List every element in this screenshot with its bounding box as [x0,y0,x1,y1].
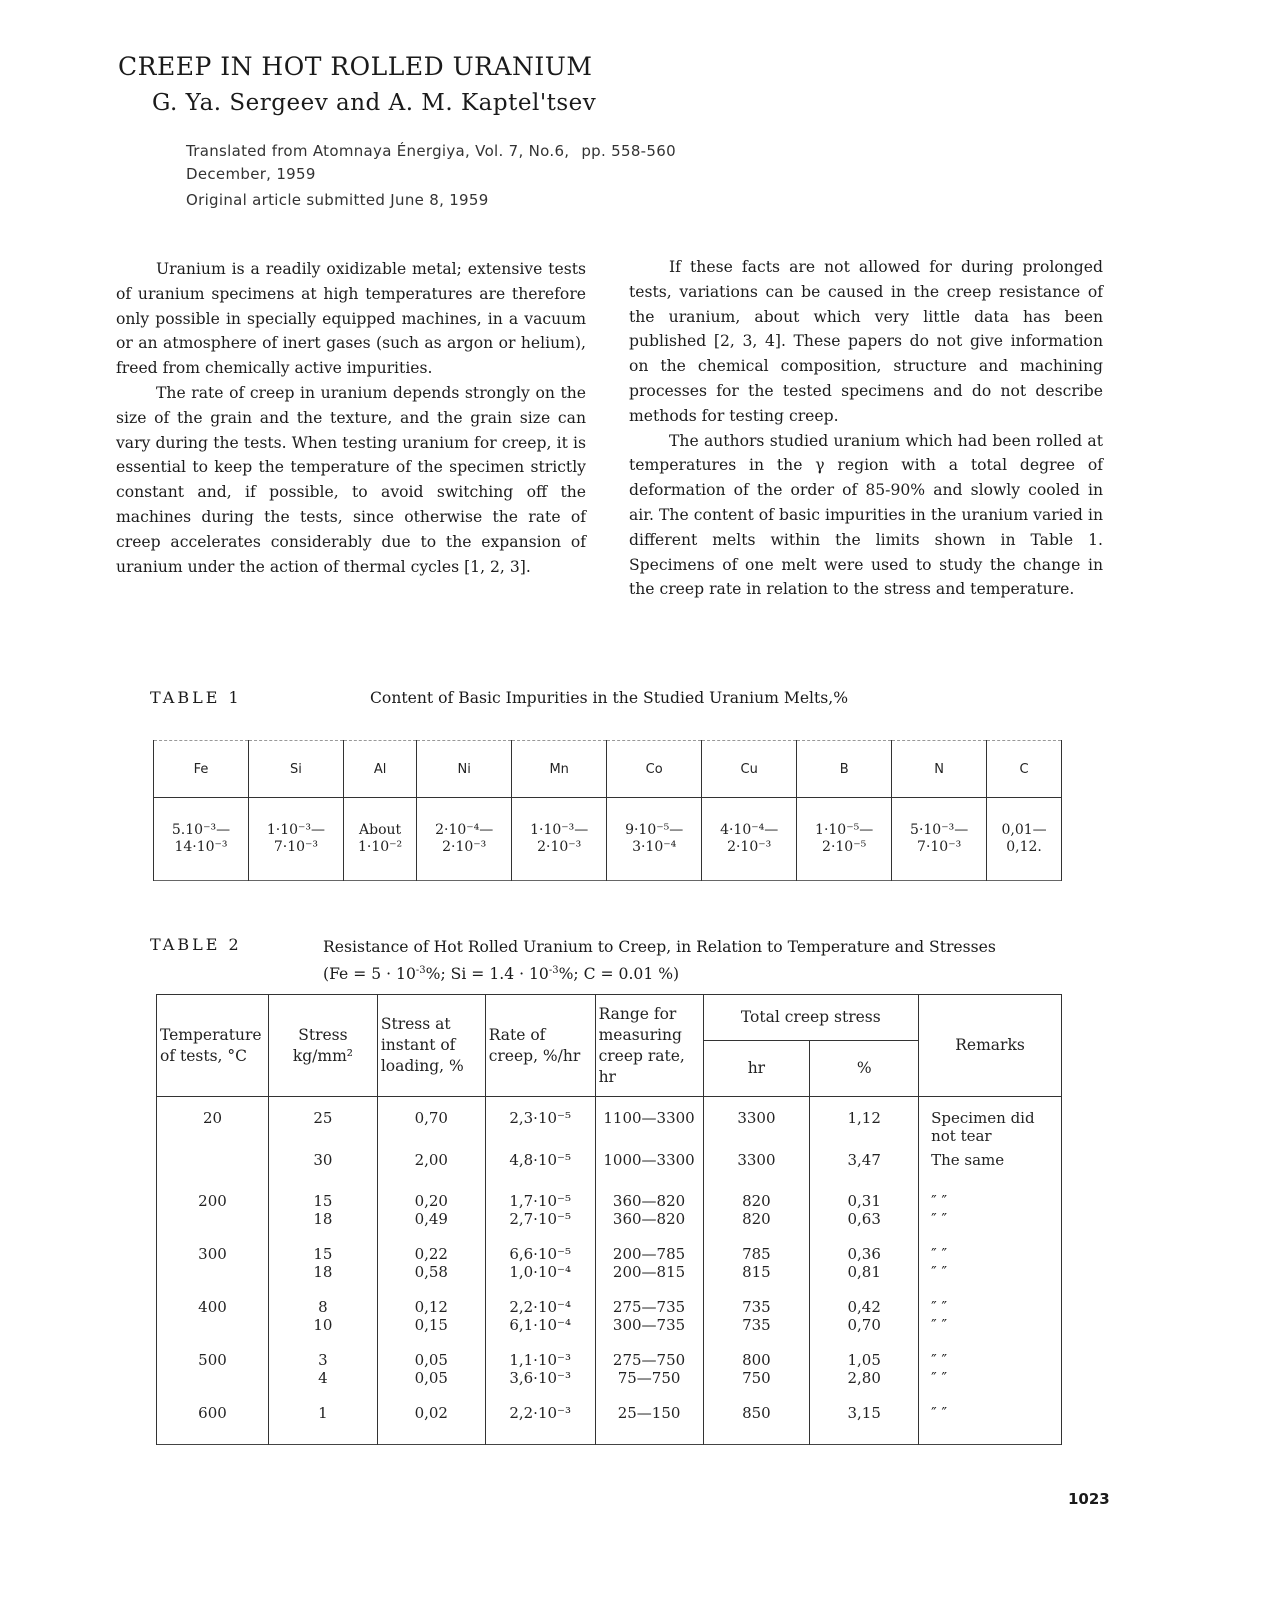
cell-creep-rate [485,1145,595,1175]
table1-header-cell: C [987,741,1062,798]
col-total-hr: hr [703,1041,810,1097]
cell-line: 800 [742,1351,771,1369]
cell-total-pct [810,1281,919,1334]
cell-line: 0,12 [414,1298,448,1316]
cell-stress [268,1281,377,1334]
table1-value-line: 3·10⁻⁴ [632,839,677,855]
cell-line: 10 [313,1316,333,1334]
cell-line: 25 [313,1109,333,1127]
table1-value-cell [892,798,987,881]
cell-line: 200—785 [612,1245,686,1263]
cell-creep-rate [485,1228,595,1281]
cell-line: 3300 [737,1151,776,1169]
paper-authors: G. Ya. Sergeev and A. M. Kaptel'tsev [152,90,597,116]
cell-measuring-range [595,1145,703,1175]
cell-line: ″ ″ [931,1351,948,1369]
table-row [157,1228,1062,1281]
cell-stress-loading [377,1334,485,1387]
cell-line: ″ ″ [931,1404,948,1422]
cell-total-hr [703,1097,810,1146]
body-column-right [629,255,1103,602]
table1-value-line: 1·10⁻³— [266,822,326,838]
cell-total-pct [810,1387,919,1445]
table-row [157,1387,1062,1445]
table1-header-cell: Al [343,741,416,798]
cell-temperature: 400 [157,1281,269,1334]
cell-line: 360—820 [612,1210,686,1228]
cell-line: 0,70 [414,1109,448,1127]
table1-value-line: 0,01— [1001,822,1047,838]
table1-header-cell: Mn [512,741,607,798]
cell-line: Specimen did [931,1109,1035,1127]
cell-stress [268,1228,377,1281]
paragraph: If these facts are not allowed for during prolonged tests, variations can be caused in the creep resistance of the uranium, about which very little data has been published [2, 3, 4]. These papers do not give information on the chemical composition, structure and machining processes for the tested specimens and do not describe methods for testing creep. [629,258,1103,425]
caption-part: %; C = 0.01 %) [558,965,680,984]
col-stress: Stress kg/mm² [268,995,377,1097]
cell-line: 3,6·10⁻³ [509,1369,571,1387]
table1-value-line: 2·10⁻³ [537,839,582,855]
cell-line: 3 [318,1351,328,1369]
cell-stress-loading [377,1387,485,1445]
table1-header-row [154,741,1062,798]
cell-stress [268,1175,377,1228]
caption-exponent: -3 [548,965,559,976]
cell-line: ″ ″ [931,1245,948,1263]
cell-total-hr [703,1387,810,1445]
cell-line: 25—150 [617,1404,681,1422]
table-row [157,1175,1062,1228]
table1-value-line: 1·10⁻⁵— [815,822,874,838]
cell-line: 300—735 [612,1316,686,1334]
cell-line: 0,22 [414,1245,448,1263]
table1-header-cell: Si [248,741,343,798]
cell-line: 1,12 [847,1109,881,1127]
cell-measuring-range [595,1334,703,1387]
table1-value-line: 2·10⁻⁴— [435,822,494,838]
col-remarks: Remarks [919,995,1062,1097]
cell-creep-rate [485,1175,595,1228]
cell-line: 0,31 [847,1192,881,1210]
cell-line: ″ ″ [931,1263,948,1281]
cell-line: 0,63 [847,1210,881,1228]
cell-line: 785 [742,1245,771,1263]
cell-line: 1,7·10⁻⁵ [509,1192,571,1210]
cell-remarks [919,1281,1062,1334]
table1-value-cell [417,798,512,881]
table1-value-cell [987,798,1062,881]
table1-value-line: 2·10⁻³ [442,839,487,855]
cell-total-pct [810,1097,919,1146]
cell-line: 0,05 [414,1369,448,1387]
cell-temperature: 20 [157,1097,269,1146]
cell-total-pct [810,1228,919,1281]
cell-remarks [919,1145,1062,1175]
col-total-creep: Total creep stress [703,995,919,1041]
cell-line: 0,05 [414,1351,448,1369]
table1-value-line: 2·10⁻³ [727,839,772,855]
cell-line: 0,02 [414,1404,448,1422]
table1-header-cell: B [797,741,892,798]
col-stress-loading: Stress at instant of loading, % [377,995,485,1097]
cell-measuring-range [595,1097,703,1146]
cell-creep-rate [485,1334,595,1387]
submission-date: Original article submitted June 8, 1959 [186,191,489,209]
table1-value-line: 5·10⁻³— [910,822,969,838]
translation-journal: Translated from Atomnaya Énergiya, Vol. 7, No.6, [186,142,570,160]
translation-pages: pp. 558-560 [581,142,676,160]
cell-total-pct [810,1175,919,1228]
cell-total-pct [810,1334,919,1387]
cell-total-pct [810,1145,919,1175]
cell-creep-rate [485,1281,595,1334]
caption-part: %; Si = 1.4 · 10 [425,965,549,984]
cell-line: not tear [931,1127,992,1145]
cell-total-hr [703,1281,810,1334]
table1-header-cell: Co [607,741,702,798]
cell-line: 18 [313,1263,333,1281]
cell-line: 4,8·10⁻⁵ [509,1151,571,1169]
cell-measuring-range [595,1387,703,1445]
cell-line: 200—815 [612,1263,686,1281]
paper-title: CREEP IN HOT ROLLED URANIUM [118,52,593,81]
cell-stress [268,1387,377,1445]
cell-line: 0,81 [847,1263,881,1281]
table-row [157,1334,1062,1387]
cell-line: 1000—3300 [603,1151,695,1169]
cell-total-hr [703,1334,810,1387]
cell-remarks [919,1097,1062,1146]
table1-value-cell [154,798,249,881]
paragraph: The rate of creep in uranium depends strongly on the size of the grain and the texture, and the grain size can vary during the tests. When testing uranium for creep, it is essential to keep the temperature of the specimen strictly constant and, if possible, to avoid switching off the machines during the tests, since otherwise the rate of creep accelerates considerably due to the expansion of uranium under the action of thermal cycles [1, 2, 3]. [116,383,586,576]
cell-line: ″ ″ [931,1369,948,1387]
cell-line: ″ ″ [931,1210,948,1228]
publication-date: December, 1959 [186,165,316,183]
table1-header-cell: N [892,741,987,798]
cell-line: 6,6·10⁻⁵ [509,1245,571,1263]
cell-line: 735 [742,1298,771,1316]
table1-label: TABLE 1 [150,688,242,707]
cell-stress-loading [377,1228,485,1281]
cell-stress-loading [377,1281,485,1334]
table1-value-line: About [359,822,402,838]
cell-line: 360—820 [612,1192,686,1210]
cell-line: 0,20 [414,1192,448,1210]
table1-value-line: 9·10⁻⁵— [625,822,684,838]
cell-line: 3,15 [847,1404,881,1422]
table1-value-line: 2·10⁻⁵ [822,839,867,855]
cell-temperature: 500 [157,1334,269,1387]
cell-measuring-range [595,1228,703,1281]
cell-line: 1,0·10⁻⁴ [509,1263,571,1281]
cell-measuring-range [595,1175,703,1228]
cell-line: ″ ″ [931,1298,948,1316]
cell-line: 1 [318,1404,328,1422]
col-temperature: Temperature of tests, °C [157,995,269,1097]
cell-line: 820 [742,1192,771,1210]
table-row [157,1097,1062,1146]
caption-exponent: -3 [415,965,426,976]
cell-temperature [157,1145,269,1175]
cell-line: The same [931,1151,1005,1169]
table1-impurities [153,740,1062,881]
cell-remarks [919,1334,1062,1387]
cell-line: 0,58 [414,1263,448,1281]
paragraph: The authors studied uranium which had been rolled at temperatures in the γ region with a total degree of deformation of the order of 85-90% and slowly cooled in air. The content of basic impurities in the uranium varied in different melts within the limits shown in Table 1. Specimens of one melt were used to study the change in the creep rate in relation to the stress and temperature. [629,431,1103,599]
cell-stress [268,1334,377,1387]
table-row [157,1281,1062,1334]
table1-header-cell: Cu [702,741,797,798]
page-number: 1023 [1068,1490,1110,1508]
cell-stress-loading [377,1097,485,1146]
cell-line: 0,49 [414,1210,448,1228]
cell-line: 1100—3300 [603,1109,695,1127]
table1-caption: Content of Basic Impurities in the Studied Uranium Melts,% [370,689,849,707]
cell-line: 0,36 [847,1245,881,1263]
table2-creep-resistance [156,994,1062,1445]
cell-line: 275—750 [612,1351,686,1369]
cell-line: 850 [742,1404,771,1422]
cell-line: 1,1·10⁻³ [509,1351,571,1369]
table1-value-cell [702,798,797,881]
caption-part: (Fe = 5 · 10 [323,965,416,984]
cell-line: ″ ″ [931,1316,948,1334]
cell-line: 6,1·10⁻⁴ [509,1316,571,1334]
table2-body [157,1097,1062,1445]
cell-total-hr [703,1228,810,1281]
cell-line: 735 [742,1316,771,1334]
cell-creep-rate [485,1387,595,1445]
table1-header-cell: Fe [154,741,249,798]
table1-value-cell [248,798,343,881]
cell-stress [268,1145,377,1175]
table1-value-line: 0,12. [1006,839,1042,855]
table1-value-line: 7·10⁻³ [917,839,962,855]
cell-line: 3300 [737,1109,776,1127]
cell-temperature: 300 [157,1228,269,1281]
cell-line: 820 [742,1210,771,1228]
cell-stress-loading [377,1145,485,1175]
cell-remarks [919,1228,1062,1281]
cell-line: 1,05 [847,1351,881,1369]
cell-line: 815 [742,1263,771,1281]
cell-creep-rate [485,1097,595,1146]
table1-value-cell [607,798,702,881]
cell-line: 8 [318,1298,328,1316]
cell-line: 2,2·10⁻³ [509,1404,571,1422]
table2-caption-composition [323,959,1063,986]
cell-line: 275—735 [612,1298,686,1316]
translation-source [186,142,676,160]
table2-label: TABLE 2 [150,935,242,954]
table1-value-line: 4·10⁻⁴— [720,822,779,838]
cell-line: 3,47 [847,1151,881,1169]
cell-line: 2,00 [414,1151,448,1169]
cell-stress-loading [377,1175,485,1228]
cell-line: 2,7·10⁻⁵ [509,1210,571,1228]
cell-remarks [919,1175,1062,1228]
cell-line: 15 [313,1245,333,1263]
table1-value-line: 7·10⁻³ [273,839,319,855]
table1-value-line: 1·10⁻³— [530,822,589,838]
cell-line: 30 [313,1151,333,1169]
table1-value-line: 1·10⁻² [358,839,403,855]
cell-measuring-range [595,1281,703,1334]
table2-caption-title: Resistance of Hot Rolled Uranium to Creep, in Relation to Temperature and Stresses [323,938,996,956]
cell-line: 750 [742,1369,771,1387]
cell-line: 0,42 [847,1298,881,1316]
paragraph: Uranium is a readily oxidizable metal; extensive tests of uranium specimens at high temperatures are therefore only possible in specially equipped machines, in a vacuum or an atmosphere of inert gases (such as argon or helium), freed from chemically active impurities. [116,260,586,378]
cell-line: 2,80 [847,1369,881,1387]
cell-total-hr [703,1175,810,1228]
cell-stress [268,1097,377,1146]
cell-line: 2,3·10⁻⁵ [509,1109,571,1127]
table1-value-cell [512,798,607,881]
cell-total-hr [703,1145,810,1175]
cell-line: 15 [313,1192,333,1210]
table1-value-line: 14·10⁻³ [174,839,228,855]
cell-remarks [919,1387,1062,1445]
cell-line: 0,15 [414,1316,448,1334]
cell-line: 4 [318,1369,328,1387]
cell-temperature: 200 [157,1175,269,1228]
table2-caption [323,935,1063,986]
body-column-left [116,257,586,579]
col-total-pct: % [810,1041,919,1097]
table1-value-cell [343,798,416,881]
cell-line: 18 [313,1210,333,1228]
table1-header-cell: Ni [417,741,512,798]
cell-line: ″ ″ [931,1192,948,1210]
col-measuring-range: Range for measuring creep rate, hr [595,995,703,1097]
col-creep-rate: Rate of creep, %/hr [485,995,595,1097]
table-row [157,1145,1062,1175]
cell-temperature: 600 [157,1387,269,1445]
cell-line: 75—750 [617,1369,681,1387]
cell-line: 2,2·10⁻⁴ [509,1298,571,1316]
table1-value-row [154,798,1062,881]
table1-value-line: 5.10⁻³— [171,822,231,838]
table1-value-cell [797,798,892,881]
cell-line: 0,70 [847,1316,881,1334]
